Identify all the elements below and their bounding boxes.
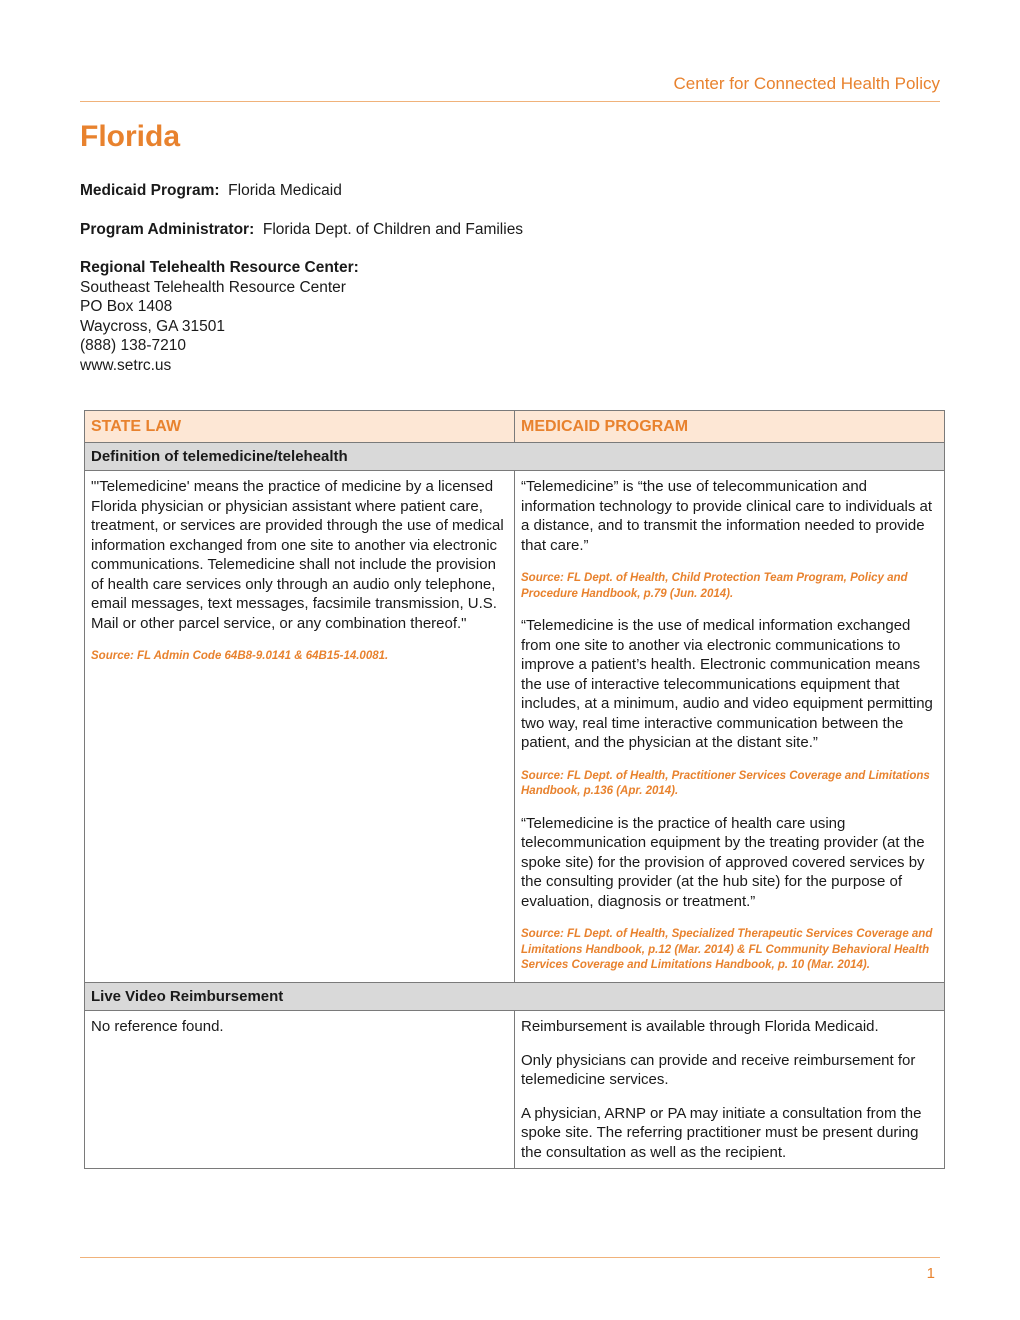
source-citation: Source: FL Dept. of Health, Child Protection Team Program, Policy and Procedure Handbook, p.79 (Jun. 2014). — [521, 572, 908, 600]
col-header-medicaid: MEDICAID PROGRAM — [515, 411, 945, 443]
medicaid-cell — [515, 1011, 945, 1169]
medicaid-text: Only physicians can provide and receive reimbursement for telemedicine services. — [521, 1051, 916, 1088]
state-law-text: No reference found. — [91, 1018, 224, 1035]
medicaid-program-value: Florida Medicaid — [228, 182, 342, 199]
program-admin-line — [80, 220, 523, 240]
section-header-row — [85, 442, 945, 471]
medicaid-text: “Telemedicine is the use of medical information exchanged from one site to another via electronic communications to improve a patient’s health. Electronic communication means the use of interactive telecommunications equipment that includes, at a minimum, audio and video equipment permitting two way, real time interactive communication between the patient, and the physician at the distant site.” — [521, 617, 933, 751]
table-header-row — [85, 411, 945, 443]
page-title: Florida — [80, 120, 181, 153]
section-title-live-video: Live Video Reimbursement — [85, 982, 945, 1011]
footer-rule — [80, 1257, 940, 1258]
table-row — [85, 471, 945, 983]
program-admin-value: Florida Dept. of Children and Families — [262, 221, 524, 238]
state-law-cell — [85, 471, 515, 983]
col-header-state-law: STATE LAW — [85, 411, 515, 443]
program-admin-label: Program Administrator: — [80, 221, 255, 238]
medicaid-cell — [515, 471, 945, 983]
medicaid-text: Reimbursement is available through Florida Medicaid. — [521, 1018, 879, 1035]
rtrc-label: Regional Telehealth Resource Center: — [80, 259, 359, 276]
medicaid-text: “Telemedicine is the practice of health care using telecommunication equipment by the treating provider (at the spoke site) for the provision of approved covered services by the consulting provider (at the hub site) for the purpose of evaluation, diagnosis or treatment.” — [521, 814, 925, 910]
rtrc-block — [80, 258, 359, 375]
rtrc-line: Waycross, GA 31501 — [80, 317, 226, 335]
page-number: 1 — [926, 1265, 935, 1282]
rtrc-line: (888) 138-7210 — [80, 337, 186, 354]
source-citation: Source: FL Dept. of Health, Specialized Therapeutic Services Coverage and Limitations Handbook, p.12 (Mar. 2014) & FL Community Behavioral Health Services Coverage and Limitations Handbook, p. 10 (Mar. 2014). — [521, 928, 933, 971]
medicaid-text: “Telemedicine” is “the use of telecommunication and information technology to provide clinical care to individuals at a distance, and to transmit the information needed to provide that care.” — [521, 478, 933, 554]
policy-table — [84, 410, 945, 1169]
table-row — [85, 1011, 945, 1169]
header-org: Center for Connected Health Policy — [673, 74, 940, 93]
rtrc-line: PO Box 1408 — [80, 298, 173, 315]
state-law-text: "'Telemedicine' means the practice of medicine by a licensed Florida physician or physician assistant where patient care, treatment, or services are provided through the use of medical information exchanged from one site to another via electronic communications. Telemedicine shall not include the provision of health care services only through an audio only telephone, email messages, text messages, facsimile transmission, U.S. Mail or other parcel service, or any combination thereof." — [91, 478, 504, 632]
source-citation: Source: FL Dept. of Health, Practitioner Services Coverage and Limitations Handbook, p.136 (Apr. 2014). — [521, 769, 930, 797]
section-header-row — [85, 982, 945, 1011]
medicaid-program-line — [80, 181, 342, 201]
header-rule — [80, 101, 940, 102]
source-citation: Source: FL Admin Code 64B8-9.0141 & 64B15-14.0081. — [91, 650, 389, 662]
medicaid-program-label: Medicaid Program: — [80, 182, 220, 199]
medicaid-text: A physician, ARNP or PA may initiate a consultation from the spoke site. The referring practitioner must be present during the consultation as well as the recipient. — [521, 1104, 922, 1161]
section-title-definition: Definition of telemedicine/telehealth — [85, 442, 945, 471]
rtrc-line: Southeast Telehealth Resource Center — [80, 278, 346, 296]
rtrc-website-link[interactable]: www.setrc.us — [80, 356, 172, 374]
state-law-cell — [85, 1011, 515, 1169]
